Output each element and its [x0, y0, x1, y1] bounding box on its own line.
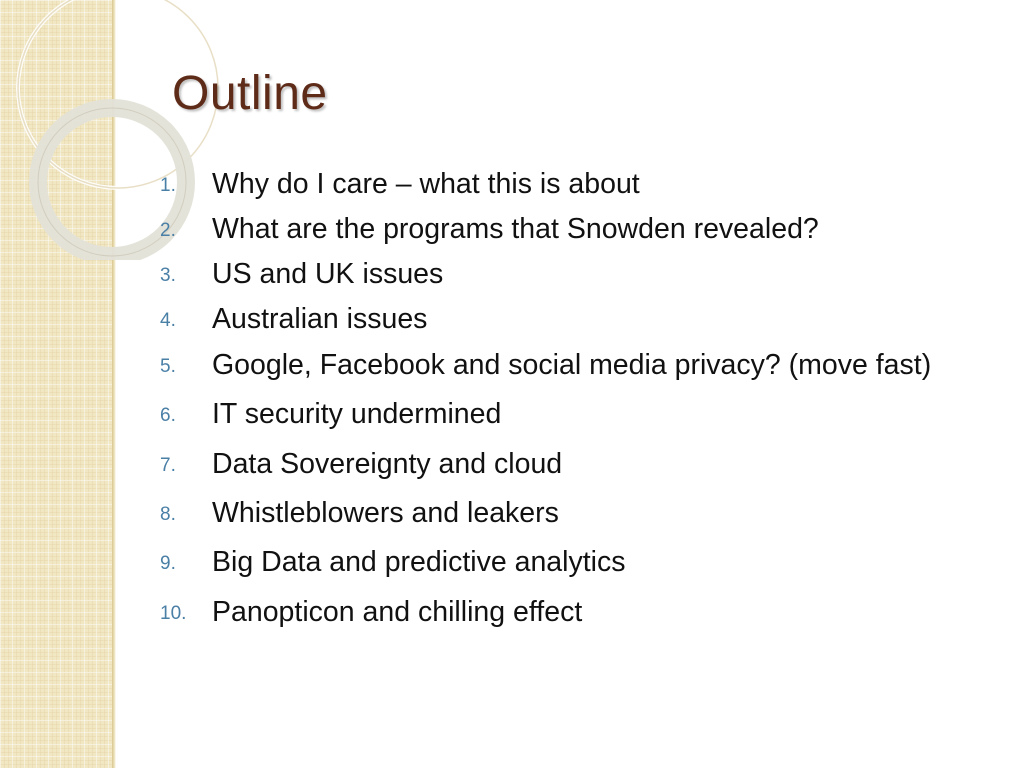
- item-number: 8.: [160, 504, 176, 525]
- item-text: What are the programs that Snowden revealed?: [212, 213, 819, 245]
- item-number: 10.: [160, 603, 187, 624]
- list-item: [160, 541, 1000, 579]
- item-number: 5.: [160, 356, 176, 377]
- item-number: 9.: [160, 553, 176, 574]
- list-item: [160, 208, 1000, 246]
- item-number: 6.: [160, 405, 176, 426]
- list-item: [160, 298, 1000, 336]
- item-text: Whistleblowers and leakers: [212, 497, 559, 529]
- item-text: Big Data and predictive analytics: [212, 546, 626, 578]
- item-number: 4.: [160, 310, 176, 331]
- item-text: IT security undermined: [212, 398, 502, 430]
- list-item: [160, 591, 1000, 629]
- item-number: 1.: [160, 175, 176, 196]
- list-item: [160, 443, 1000, 481]
- item-number: 7.: [160, 455, 176, 476]
- list-item: [160, 393, 1000, 431]
- slide-title: Outline: [172, 67, 328, 120]
- item-text: Data Sovereignty and cloud: [212, 448, 563, 480]
- item-text: Panopticon and chilling effect: [212, 596, 583, 628]
- list-item: [160, 344, 1000, 382]
- item-text: Why do I care – what this is about: [212, 168, 640, 200]
- list-item: [160, 253, 1000, 291]
- list-item: [160, 163, 1000, 201]
- item-text: Google, Facebook and social media privacy? (move fast): [212, 349, 932, 381]
- sidebar-edge: [112, 0, 116, 768]
- list-item: [160, 492, 1000, 530]
- item-text: US and UK issues: [212, 258, 444, 290]
- item-number: 2.: [160, 220, 176, 241]
- decorative-sidebar: [0, 0, 112, 768]
- item-number: 3.: [160, 265, 176, 286]
- item-text: Australian issues: [212, 303, 428, 335]
